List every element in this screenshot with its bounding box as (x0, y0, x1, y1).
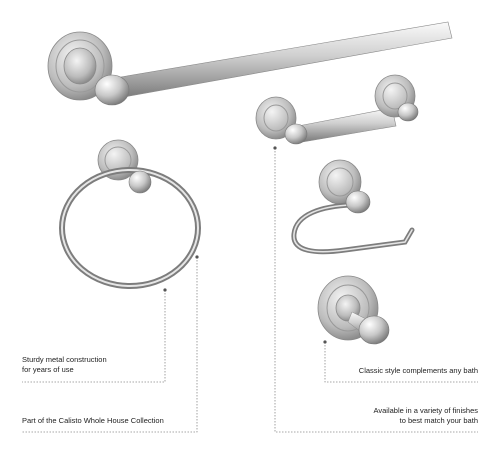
caption-available (373, 406, 478, 426)
caption-part (22, 416, 164, 426)
leader-classic (325, 342, 478, 382)
robe-hook (318, 276, 389, 344)
caption-sturdy-line1: Sturdy metal construction (22, 355, 107, 364)
caption-part-line1: Part of the Calisto Whole House Collection (22, 416, 164, 425)
leader-lines (22, 148, 478, 432)
open-paper-holder (294, 160, 412, 252)
caption-available-line2: to best match your bath (399, 416, 478, 425)
caption-available-line1: Available in a variety of finishes (373, 406, 478, 415)
caption-classic-line1: Classic style complements any bath (358, 366, 478, 375)
toilet-paper-holder (256, 75, 418, 144)
caption-sturdy-line2: for years of use (22, 365, 74, 374)
caption-sturdy (22, 355, 107, 375)
caption-classic (359, 366, 478, 376)
towel-ring (62, 140, 198, 286)
leader-available (275, 148, 478, 432)
leader-dots (163, 146, 326, 343)
